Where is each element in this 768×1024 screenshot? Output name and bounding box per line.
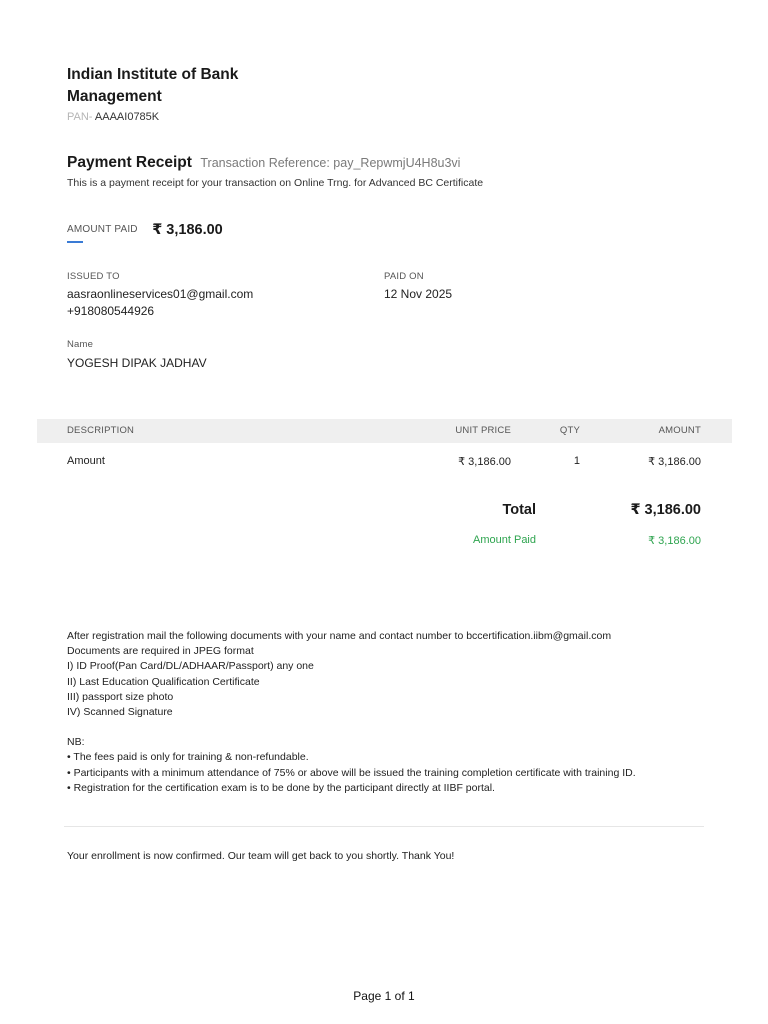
receipt-title-row bbox=[67, 153, 717, 173]
paid-on-date: 12 Nov 2025 bbox=[384, 287, 453, 301]
note-line: • Registration for the certification exam is to be done by the participant directly at IIBF portal. bbox=[67, 781, 495, 794]
column-header-qty: QTY bbox=[559, 425, 580, 436]
note-line: • The fees paid is only for training & non-refundable. bbox=[67, 751, 309, 764]
column-header-description: DESCRIPTION bbox=[67, 425, 135, 436]
amount-paid-label-text: AMOUNT PAID bbox=[67, 224, 138, 236]
organization-name-line1: Indian Institute of Bank bbox=[67, 66, 239, 83]
payer-name-block bbox=[67, 339, 367, 372]
column-header-amount: AMOUNT bbox=[658, 425, 701, 436]
payer-name-value: YOGESH DIPAK JADHAV bbox=[67, 356, 207, 370]
organization-block bbox=[67, 64, 327, 124]
total-value: ₹ 3,186.00 bbox=[630, 502, 701, 518]
issued-to-block bbox=[67, 271, 367, 320]
pan-line bbox=[67, 110, 327, 124]
confirmation-message: Your enrollment is now confirmed. Our team will get back to you shortly. Thank You! bbox=[67, 850, 455, 862]
receipt-description: This is a payment receipt for your transaction on Online Trng. for Advanced BC Certificate bbox=[67, 177, 484, 189]
column-header-unit-price: UNIT PRICE bbox=[455, 425, 511, 436]
amount-paid-row bbox=[37, 533, 732, 549]
instructions-notes bbox=[67, 629, 717, 796]
note-line: I) ID Proof(Pan Card/DL/ADHAAR/Passport) any one bbox=[67, 660, 314, 673]
pan-label: PAN- bbox=[67, 111, 93, 123]
row-qty: 1 bbox=[573, 455, 580, 467]
total-label: Total bbox=[502, 502, 536, 518]
amount-paid-row-value: ₹ 3,186.00 bbox=[648, 535, 701, 547]
table-header bbox=[37, 419, 732, 443]
table-row bbox=[37, 453, 732, 473]
row-description: Amount bbox=[67, 455, 105, 467]
row-amount: ₹ 3,186.00 bbox=[648, 456, 701, 468]
section-divider bbox=[64, 826, 704, 827]
note-line: After registration mail the following documents with your name and contact number to bccertification.iibm@gmail.com bbox=[67, 630, 612, 642]
transaction-reference: Transaction Reference: pay_RepwmjU4H8u3vi bbox=[200, 156, 461, 170]
pan-value: AAAAI0785K bbox=[94, 111, 160, 123]
note-line: II) Last Education Qualification Certificate bbox=[67, 675, 260, 688]
receipt-title: Payment Receipt bbox=[67, 154, 192, 171]
note-line: Documents are required in JPEG format bbox=[67, 645, 254, 658]
paid-on-block bbox=[384, 271, 584, 303]
amount-paid-label bbox=[67, 224, 138, 235]
receipt-header bbox=[67, 153, 717, 189]
amount-paid-value: ₹ 3,186.00 bbox=[152, 221, 223, 238]
amount-paid-summary bbox=[67, 221, 223, 245]
issued-to-phone: +918080544926 bbox=[67, 304, 155, 318]
paid-on-label: PAID ON bbox=[384, 271, 424, 282]
note-line: • Participants with a minimum attendance of 75% or above will be issued the training completion certificate with training ID. bbox=[67, 766, 636, 779]
page-number: Page 1 of 1 bbox=[353, 989, 415, 1003]
issued-to-label: ISSUED TO bbox=[67, 271, 120, 282]
payer-name-label: Name bbox=[67, 339, 94, 350]
organization-name-line2: Management bbox=[67, 88, 162, 105]
issued-to-email: aasraonlineservices01@gmail.com bbox=[67, 287, 254, 301]
note-line: IV) Scanned Signature bbox=[67, 706, 173, 719]
note-line: III) passport size photo bbox=[67, 690, 174, 703]
total-row bbox=[37, 500, 732, 522]
notes-spacer bbox=[67, 720, 717, 735]
note-line: NB: bbox=[67, 736, 85, 749]
amount-paid-underline bbox=[67, 241, 83, 243]
amount-paid-row-label: Amount Paid bbox=[473, 534, 536, 546]
row-unit-price: ₹ 3,186.00 bbox=[458, 456, 511, 468]
